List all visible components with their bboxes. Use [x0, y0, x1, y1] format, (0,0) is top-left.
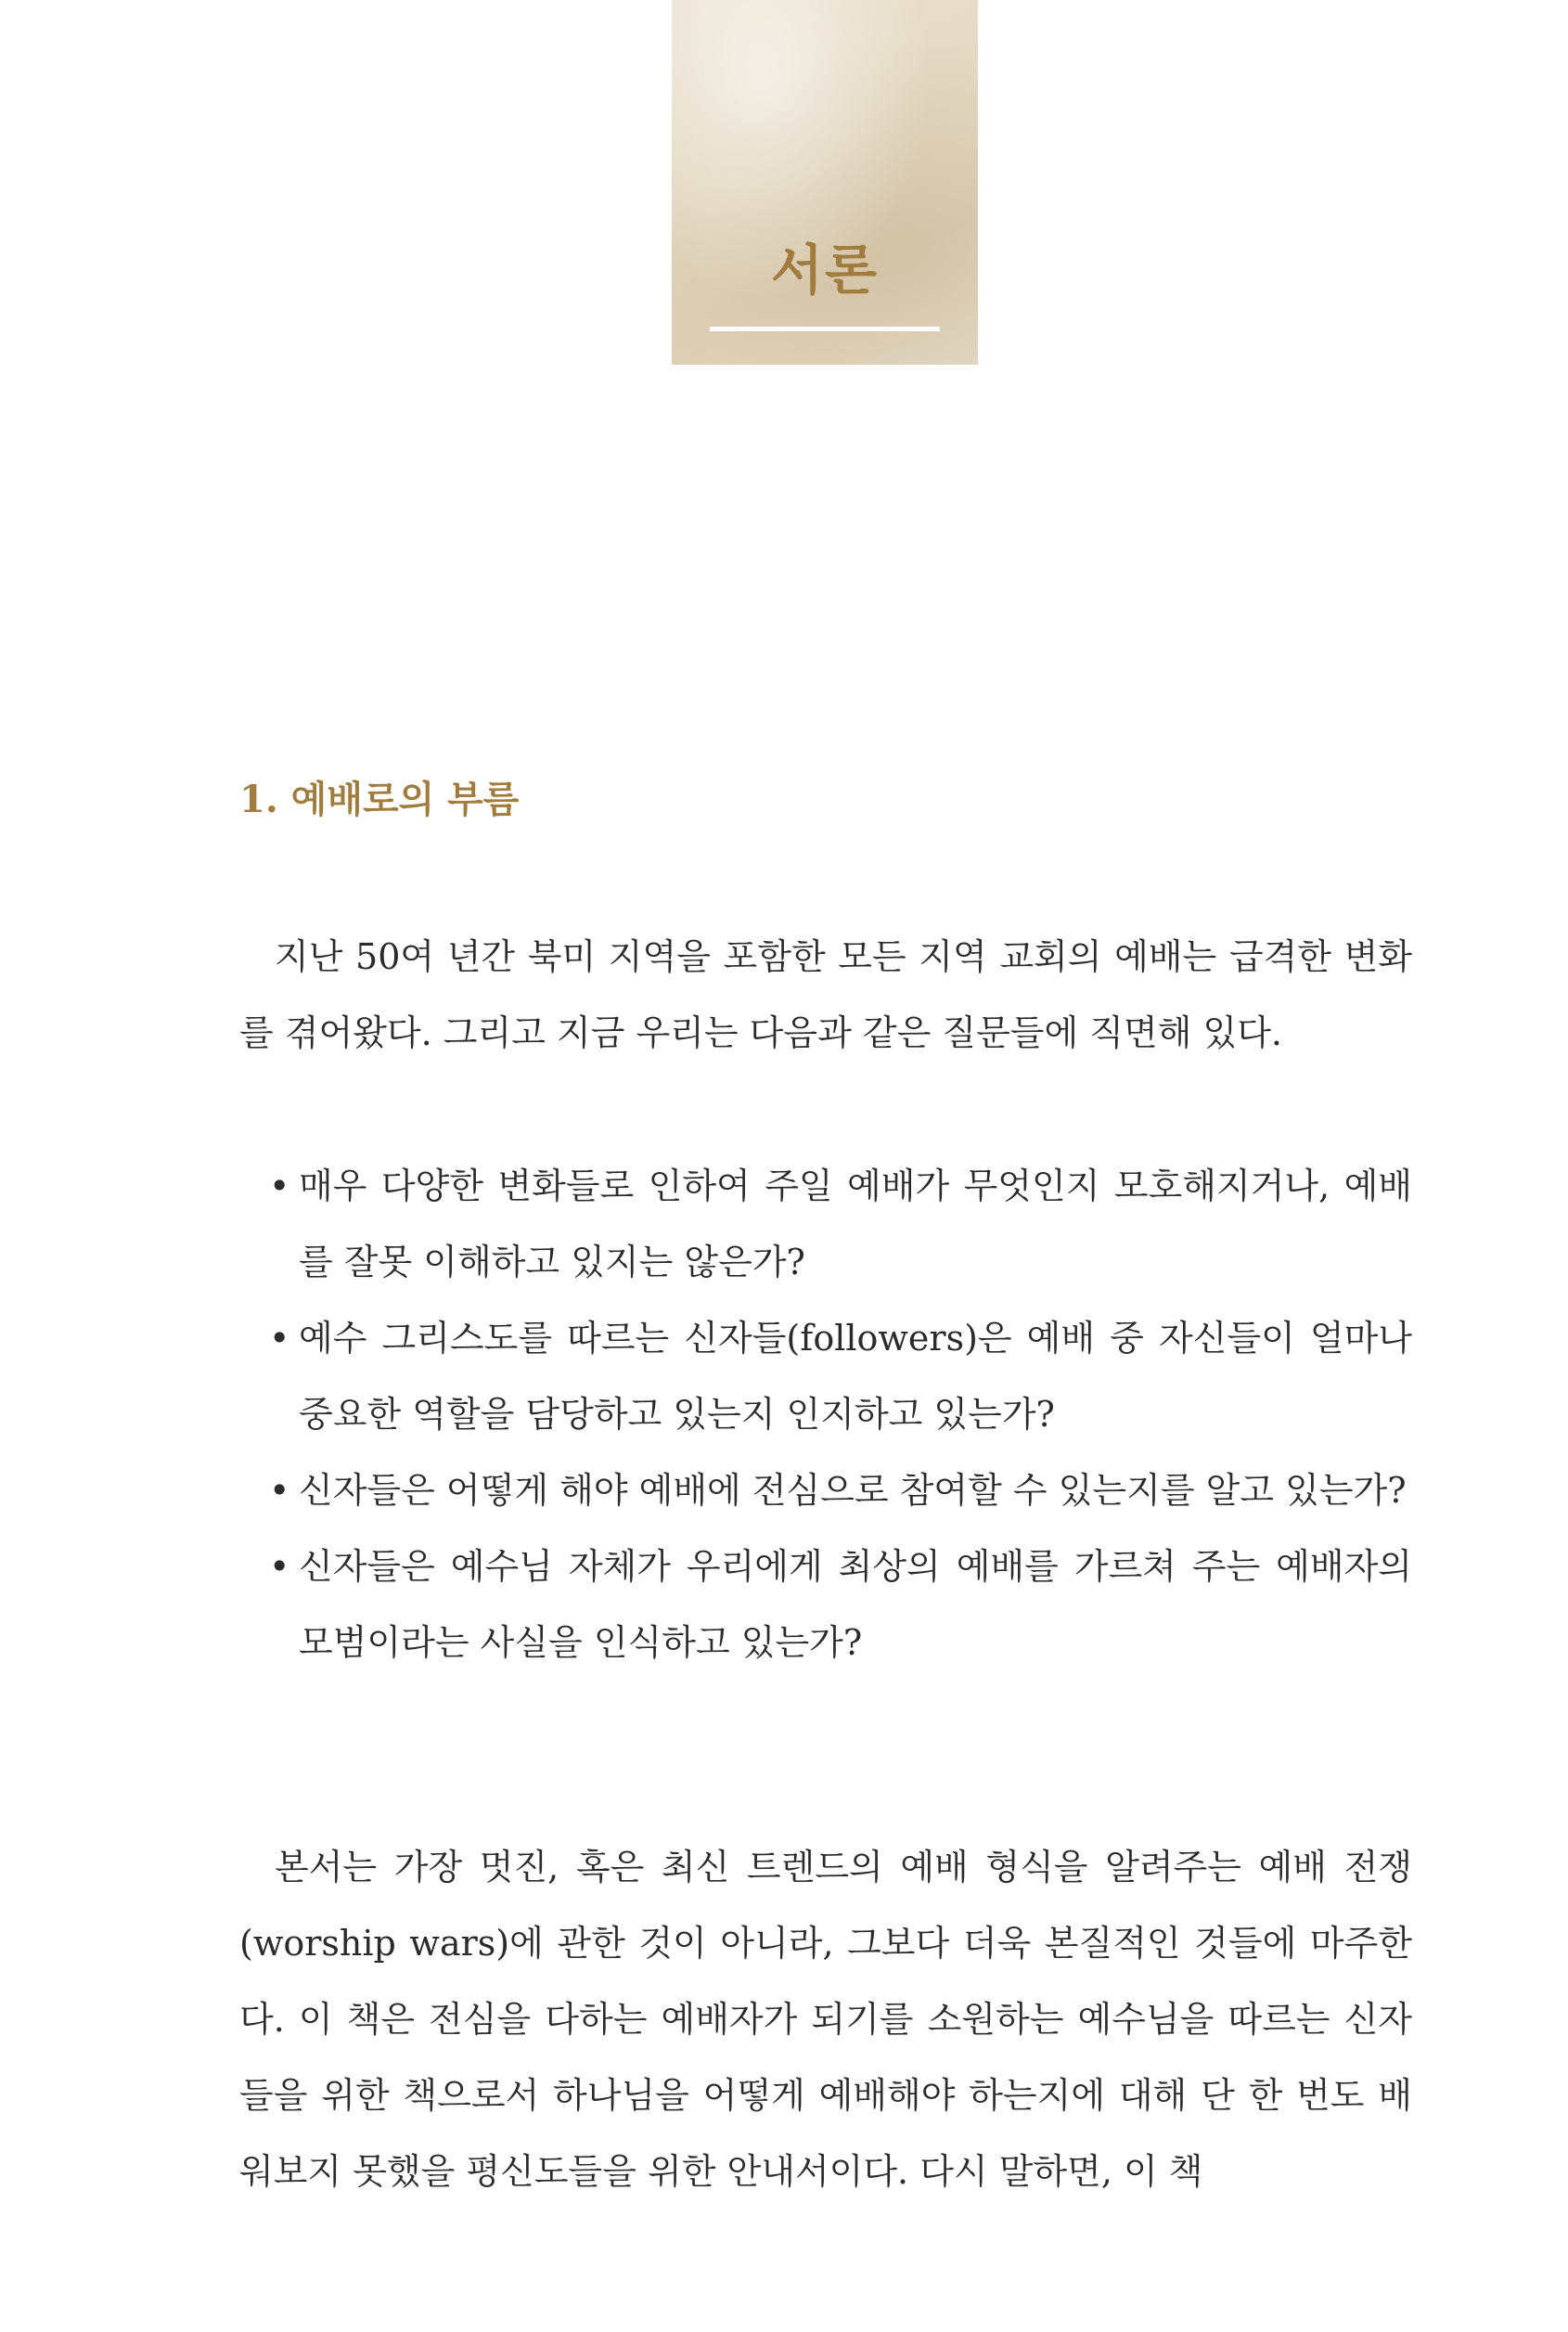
bullet-dot: •: [269, 1546, 290, 1587]
section-heading: 1. 예배로의 부름: [239, 778, 520, 821]
list-item: [269, 1452, 1412, 1528]
list-item: [269, 1528, 1412, 1681]
question-text: 신자들은 예수님 자체가 우리에게 최상의 예배를 가르쳐 주는 예배자의 모범이라는 사실을 인식하고 있는가?: [299, 1546, 1412, 1663]
bullet-dot: •: [269, 1470, 290, 1511]
list-item: [269, 1300, 1412, 1452]
chapter-banner: [672, 0, 978, 365]
body-paragraph: 본서는 가장 멋진, 혹은 최신 트렌드의 예배 형식을 알려주는 예배 전쟁(worship wars)에 관한 것이 아니라, 그보다 더욱 본질적인 것들에 마주한다. 이 책은 전심을 다하는 예배자가 되기를 소원하는 예수님을 따르는 신자들을 위한 책으로서 하나님을 어떻게 예배해야 하는지에 대해 단 한 번도 배워보지 못했을 평신도들을 위한 안내서이다. 다시 말하면, 이 책: [239, 1847, 1412, 2192]
question-text: 신자들은 어떻게 해야 예배에 전심으로 참여할 수 있는지를 알고 있는가?: [299, 1470, 1407, 1511]
question-list: [269, 1148, 1412, 1681]
chapter-title-underline: [710, 327, 940, 331]
intro-paragraph: 지난 50여 년간 북미 지역을 포함한 모든 지역 교회의 예배는 급격한 변화를 겪어왔다. 그리고 지금 우리는 다음과 같은 질문들에 직면해 있다.: [239, 936, 1412, 1053]
chapter-title: 서론: [770, 238, 880, 302]
question-text: 매우 다양한 변화들로 인하여 주일 예배가 무엇인지 모호해지거나, 예배를 잘못 이해하고 있지는 않은가?: [299, 1166, 1412, 1282]
bullet-dot: •: [269, 1318, 290, 1359]
bullet-dot: •: [269, 1166, 290, 1206]
list-item: [269, 1148, 1412, 1300]
question-text: 예수 그리스도를 따르는 신자들(followers)은 예배 중 자신들이 얼마나 중요한 역할을 담당하고 있는지 인지하고 있는가?: [299, 1318, 1412, 1435]
